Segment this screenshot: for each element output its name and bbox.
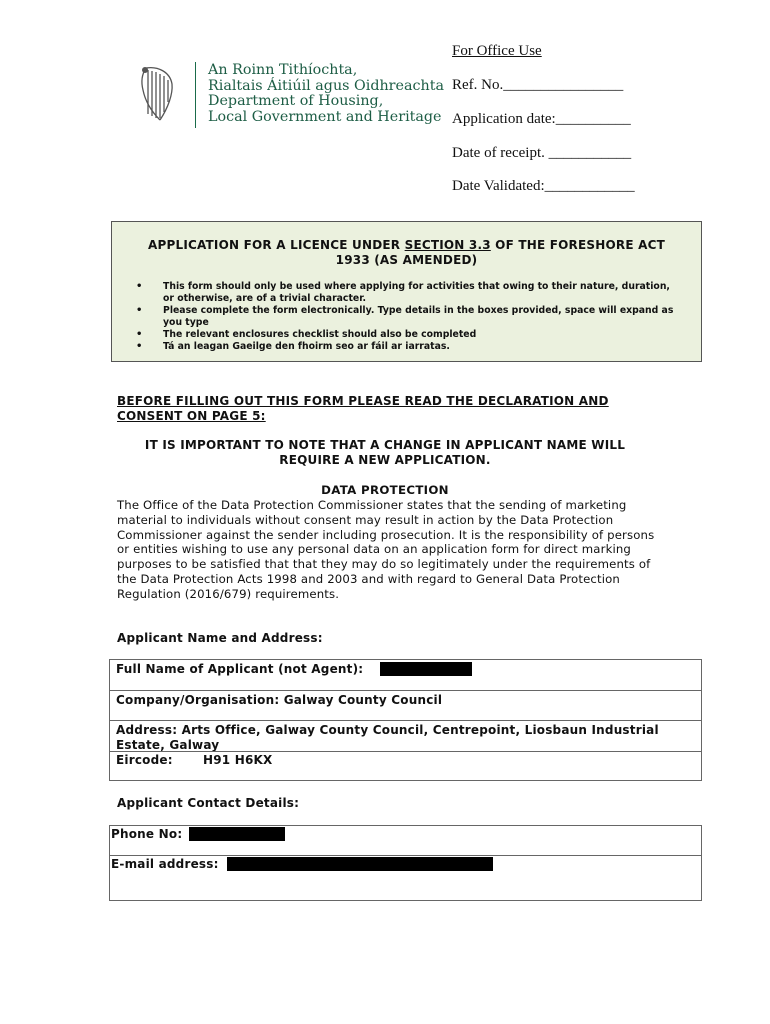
department-line: Local Government and Heritage: [208, 108, 442, 125]
department-line: An Roinn Tithíochta,: [208, 62, 358, 78]
email-row[interactable]: [110, 856, 701, 900]
company-row[interactable]: [110, 691, 701, 721]
address-line2: Estate, Galway: [116, 738, 220, 752]
email-label: E-mail address:: [111, 857, 219, 871]
notice-title-text: APPLICATION FOR A LICENCE UNDER: [148, 238, 405, 252]
notice-title-text: OF THE FORESHORE ACT: [490, 238, 665, 252]
notice-bullet: • Tá an leagan Gaeilge den fhoirm seo ar fáil ar iarratas.: [136, 341, 676, 353]
notice-bullet: • The relevant enclosures checklist should also be completed: [136, 329, 676, 341]
redacted-email: [227, 857, 493, 871]
phone-row[interactable]: [110, 826, 701, 856]
eircode-label: Eircode:: [116, 753, 173, 767]
office-use-title: For Office Use: [452, 43, 542, 59]
name-change-warning: IT IS IMPORTANT TO NOTE THAT A CHANGE IN APPLICANT NAME WILL REQUIRE A NEW APPLICATION.: [144, 438, 626, 467]
phone-label: Phone No:: [111, 827, 183, 841]
full-name-label: Full Name of Applicant (not Agent):: [116, 662, 364, 676]
date-validated-field: Date Validated:____________: [452, 178, 635, 194]
date-of-receipt-field: Date of receipt. ___________: [452, 145, 632, 161]
applicant-section-title: Applicant Name and Address:: [117, 631, 323, 645]
notice-bullets: [136, 281, 676, 353]
notice-box: [111, 221, 702, 362]
data-protection-heading: DATA PROTECTION: [321, 483, 449, 497]
ref-no-field: Ref. No.________________: [452, 77, 624, 93]
full-name-row[interactable]: [110, 660, 701, 691]
header-divider: [195, 62, 196, 128]
applicant-table: [109, 659, 702, 781]
contact-section-title: Applicant Contact Details:: [117, 796, 300, 810]
company-label: Company/Organisation: Galway County Council: [116, 693, 443, 707]
section-link[interactable]: SECTION 3.3: [404, 238, 491, 252]
data-protection-text: The Office of the Data Protection Commissioner states that the sending of marketing material to individuals without consent may result in action by the Data Protection Commissioner against the sender including prosecution. It is the responsibility of persons or entities wishing to use any personal data on an application form for direct marking purposes to be satisfied that that they may do so legitimately under the requirements of the Data Protection Acts 1998 and 2003 and with regard to General Data Protection Regulation (2016/679) requirements.: [117, 498, 655, 601]
notice-title: [112, 238, 701, 268]
redacted-phone: [189, 827, 285, 841]
application-date-field: Application date:__________: [452, 111, 631, 127]
address-label: Address: Arts Office, Galway County Council, Centrepoint, Liosbaun Industrial: [116, 723, 659, 737]
department-line: Rialtais Áitiúil agus Oidhreachta: [208, 77, 444, 94]
department-line: Department of Housing,: [208, 93, 384, 109]
declaration-warning: BEFORE FILLING OUT THIS FORM PLEASE READ THE DECLARATION AND CONSENT ON PAGE 5:: [117, 394, 609, 423]
eircode-divider: [110, 751, 701, 752]
eircode-value: H91 H6KX: [203, 753, 273, 767]
notice-bullet: • Please complete the form electronically. Type details in the boxes provided, space will expand as you type: [136, 305, 676, 329]
redacted-name: [380, 662, 472, 676]
notice-title-text: 1933 (AS AMENDED): [335, 253, 478, 267]
contact-table: [109, 825, 702, 901]
address-row[interactable]: [110, 721, 701, 781]
department-name: [208, 63, 444, 125]
harp-logo-icon: [138, 64, 176, 126]
notice-bullet: • This form should only be used where applying for activities that owing to their nature, duration, or otherwise, are of a trivial character.: [136, 281, 676, 305]
